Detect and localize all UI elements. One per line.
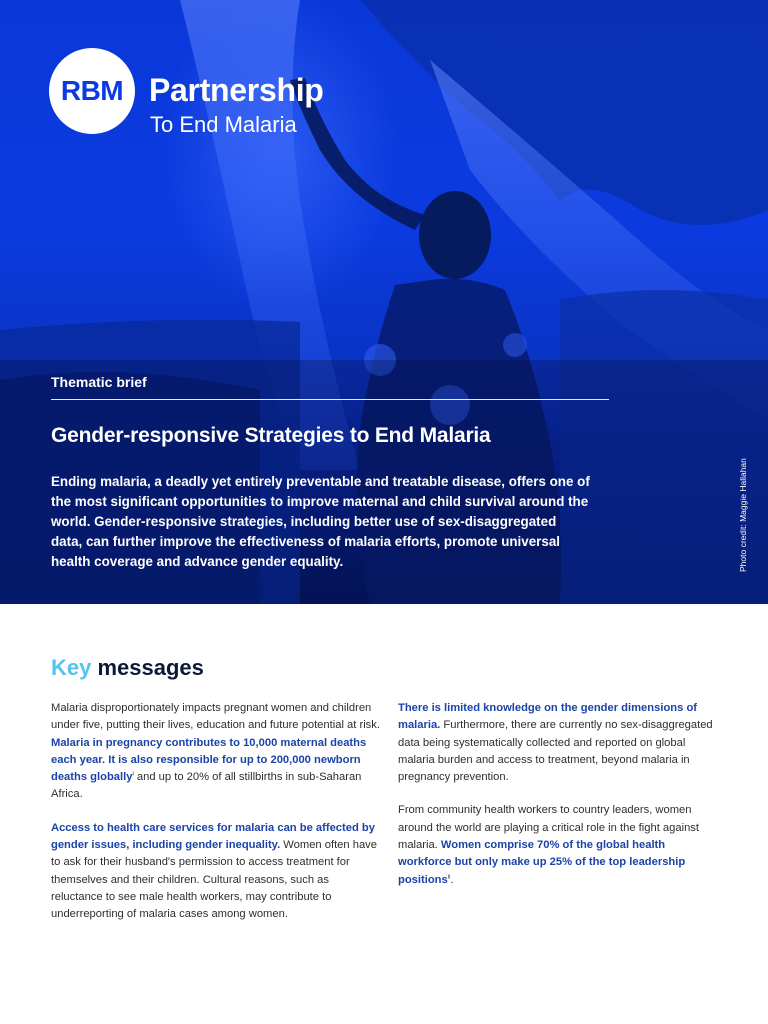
key-messages-heading bbox=[51, 655, 204, 681]
heading-accent: Key bbox=[51, 655, 92, 680]
photo-credit: Photo credit: Maggie Hallahan bbox=[738, 458, 748, 572]
paragraph-text: . bbox=[450, 873, 454, 886]
highlight-text: Women comprise 70% of the global health workforce but only make up 25% of the top leadership positions bbox=[398, 839, 686, 886]
highlight-text: Malaria in pregnancy contributes to 10,000 maternal deaths each year. It is also responsible for up to 200,000 newborn deaths globally bbox=[51, 736, 367, 784]
paragraph-text: Furthermore, there are currently no sex-disaggregated data being systematically collected and reported on global malaria burden and access to treatment, beyond malaria in pregnancy prevention. bbox=[398, 719, 713, 784]
heading-rest: messages bbox=[91, 655, 204, 680]
key-messages-right-column bbox=[398, 700, 718, 905]
highlight-text: Access to health care services for malaria can be affected by gender issues, including gender inequality. bbox=[51, 821, 375, 852]
logo-mark-text: RBM bbox=[60, 75, 124, 106]
highlight-text: There is limited knowledge on the gender dimensions of malaria. bbox=[398, 702, 697, 732]
document-type-label: Thematic brief bbox=[51, 374, 147, 390]
brand-name: Partnership bbox=[149, 72, 324, 108]
message-paragraph bbox=[398, 802, 718, 888]
paragraph-text: From community health workers to country leaders, women around the world are playing a critical role in the fight against malaria. bbox=[398, 804, 699, 852]
rbm-logo bbox=[49, 48, 139, 134]
paragraph-text: and up to 20% of all stillbirths in sub-Saharan Africa. bbox=[51, 771, 362, 801]
document-title: Gender-responsive Strategies to End Malaria bbox=[51, 424, 491, 447]
brand-tagline: To End Malaria bbox=[150, 112, 297, 137]
footnote-ref[interactable]: i bbox=[132, 771, 134, 778]
message-paragraph bbox=[398, 700, 718, 786]
footnote-ref[interactable]: ii bbox=[447, 873, 451, 880]
key-messages-left-column bbox=[51, 700, 381, 940]
paragraph-text: Women often have to ask for their husband's permission to access treatment for themselves and their children. Cultural reasons, such as reluctance to see male health workers, may contribute to underreporting of malaria cases among women. bbox=[51, 839, 377, 921]
message-paragraph bbox=[51, 820, 381, 924]
paragraph-text: Malaria disproportionately impacts pregnant women and children under five, putting their lives, education and future potential at risk. bbox=[51, 702, 380, 732]
lead-paragraph: Ending malaria, a deadly yet entirely preventable and treatable disease, offers one of the most significant opportunities to improve maternal and child survival around the world. Gender-responsive strategies, including better use of sex-disaggregated data, can further improve the effectiveness of malaria efforts, promote universal health coverage and advance gender equality. bbox=[51, 474, 590, 569]
divider bbox=[51, 399, 609, 400]
message-paragraph bbox=[51, 700, 381, 804]
